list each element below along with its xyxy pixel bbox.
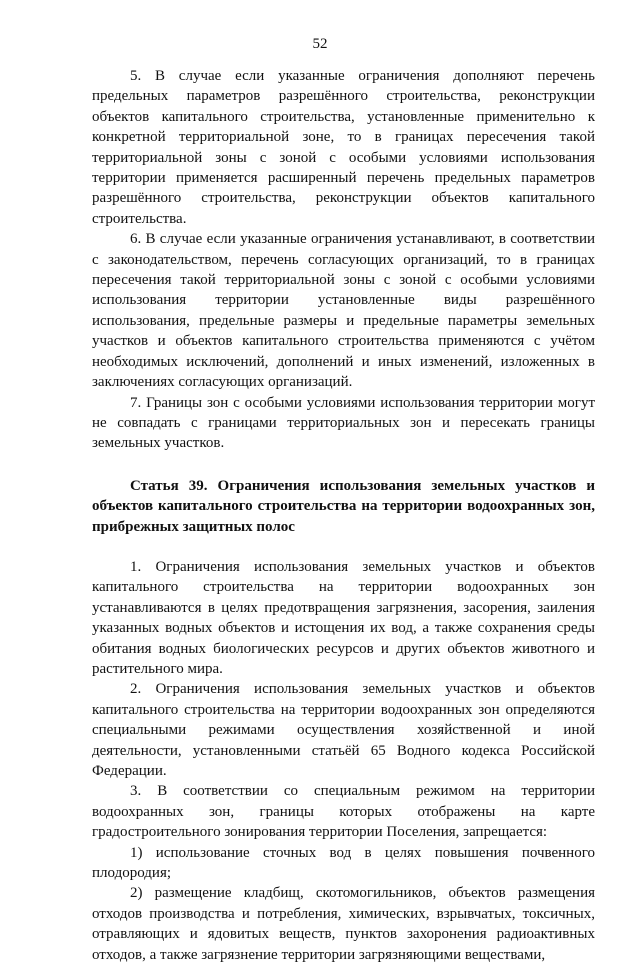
paragraph-7: 7. Границы зон с особыми условиями использования территории могут не совпадать с границами территориальных зон и пересекать границы земельных участков.: [92, 394, 595, 452]
article-39-paragraph-2: 2. Ограничения использования земельных участков и объектов капитального строительства на территории водоохранных зон определяются специальными режимами осуществления хозяйственной и иной деятельности, установленными статьёй 65 Водного кодекса Российской Федерации.: [92, 681, 595, 779]
paragraph-6: 6. В случае если указанные ограничения устанавливают, в соответствии с законодательством, перечень согласующих организаций, то в границах пересечения такой территориальной зоны с зоной с особыми условиями использования территории установленные виды разрешённого использования, предельные размеры и предельные параметры земельных участков и объектов капитального строительства применяются с учётом необходимых исключений, дополнений и иных изменений, изложенных в заключениях согласующих организаций.: [92, 231, 595, 391]
list-item-2: 2) размещение кладбищ, скотомогильников, объектов размещения отходов производства и потребления, химических, взрывчатых, токсичных, отравляющих и ядовитых веществ, пунктов захоронения радиоактивных отходов, а также загрязнение территории загрязняющими веществами,: [92, 885, 595, 963]
article-39-paragraph-1: 1. Ограничения использования земельных участков и объектов капитального строительства на территории водоохранных зон устанавливаются в целях предотвращения загрязнения, засорения, заиления указанных водных объектов и истощения их вод, а также сохранения среды обитания водных биологических ресурсов и других объектов животного и растительного мира.: [92, 558, 595, 677]
list-item-1: 1) использование сточных вод в целях повышения почвенного плодородия;: [92, 844, 595, 882]
page-number: 52: [312, 36, 328, 52]
paragraph-5: 5. В случае если указанные ограничения дополняют перечень предельных параметров разрешённого строительства, реконструкции объектов капитального строительства, установленные применительно к конкретной территориальной зоне, то в границах пересечения такой территориальной зоны с зоной с особыми условиями использования территории применяется расширенный перечень предельных параметров разрешённого строительства, реконструкции объектов капитального строительства.: [92, 68, 595, 227]
article-39-heading: Статья 39. Ограничения использования земельных участков и объектов капитального строительства на территории водоохранных зон, прибрежных защитных полос: [92, 477, 595, 535]
article-39-paragraph-3: 3. В соответствии со специальным режимом на территории водоохранных зон, границы которых отображены на карте градостроительного зонирования территории Поселения, запрещается:: [92, 783, 595, 841]
document-body: [92, 66, 595, 965]
